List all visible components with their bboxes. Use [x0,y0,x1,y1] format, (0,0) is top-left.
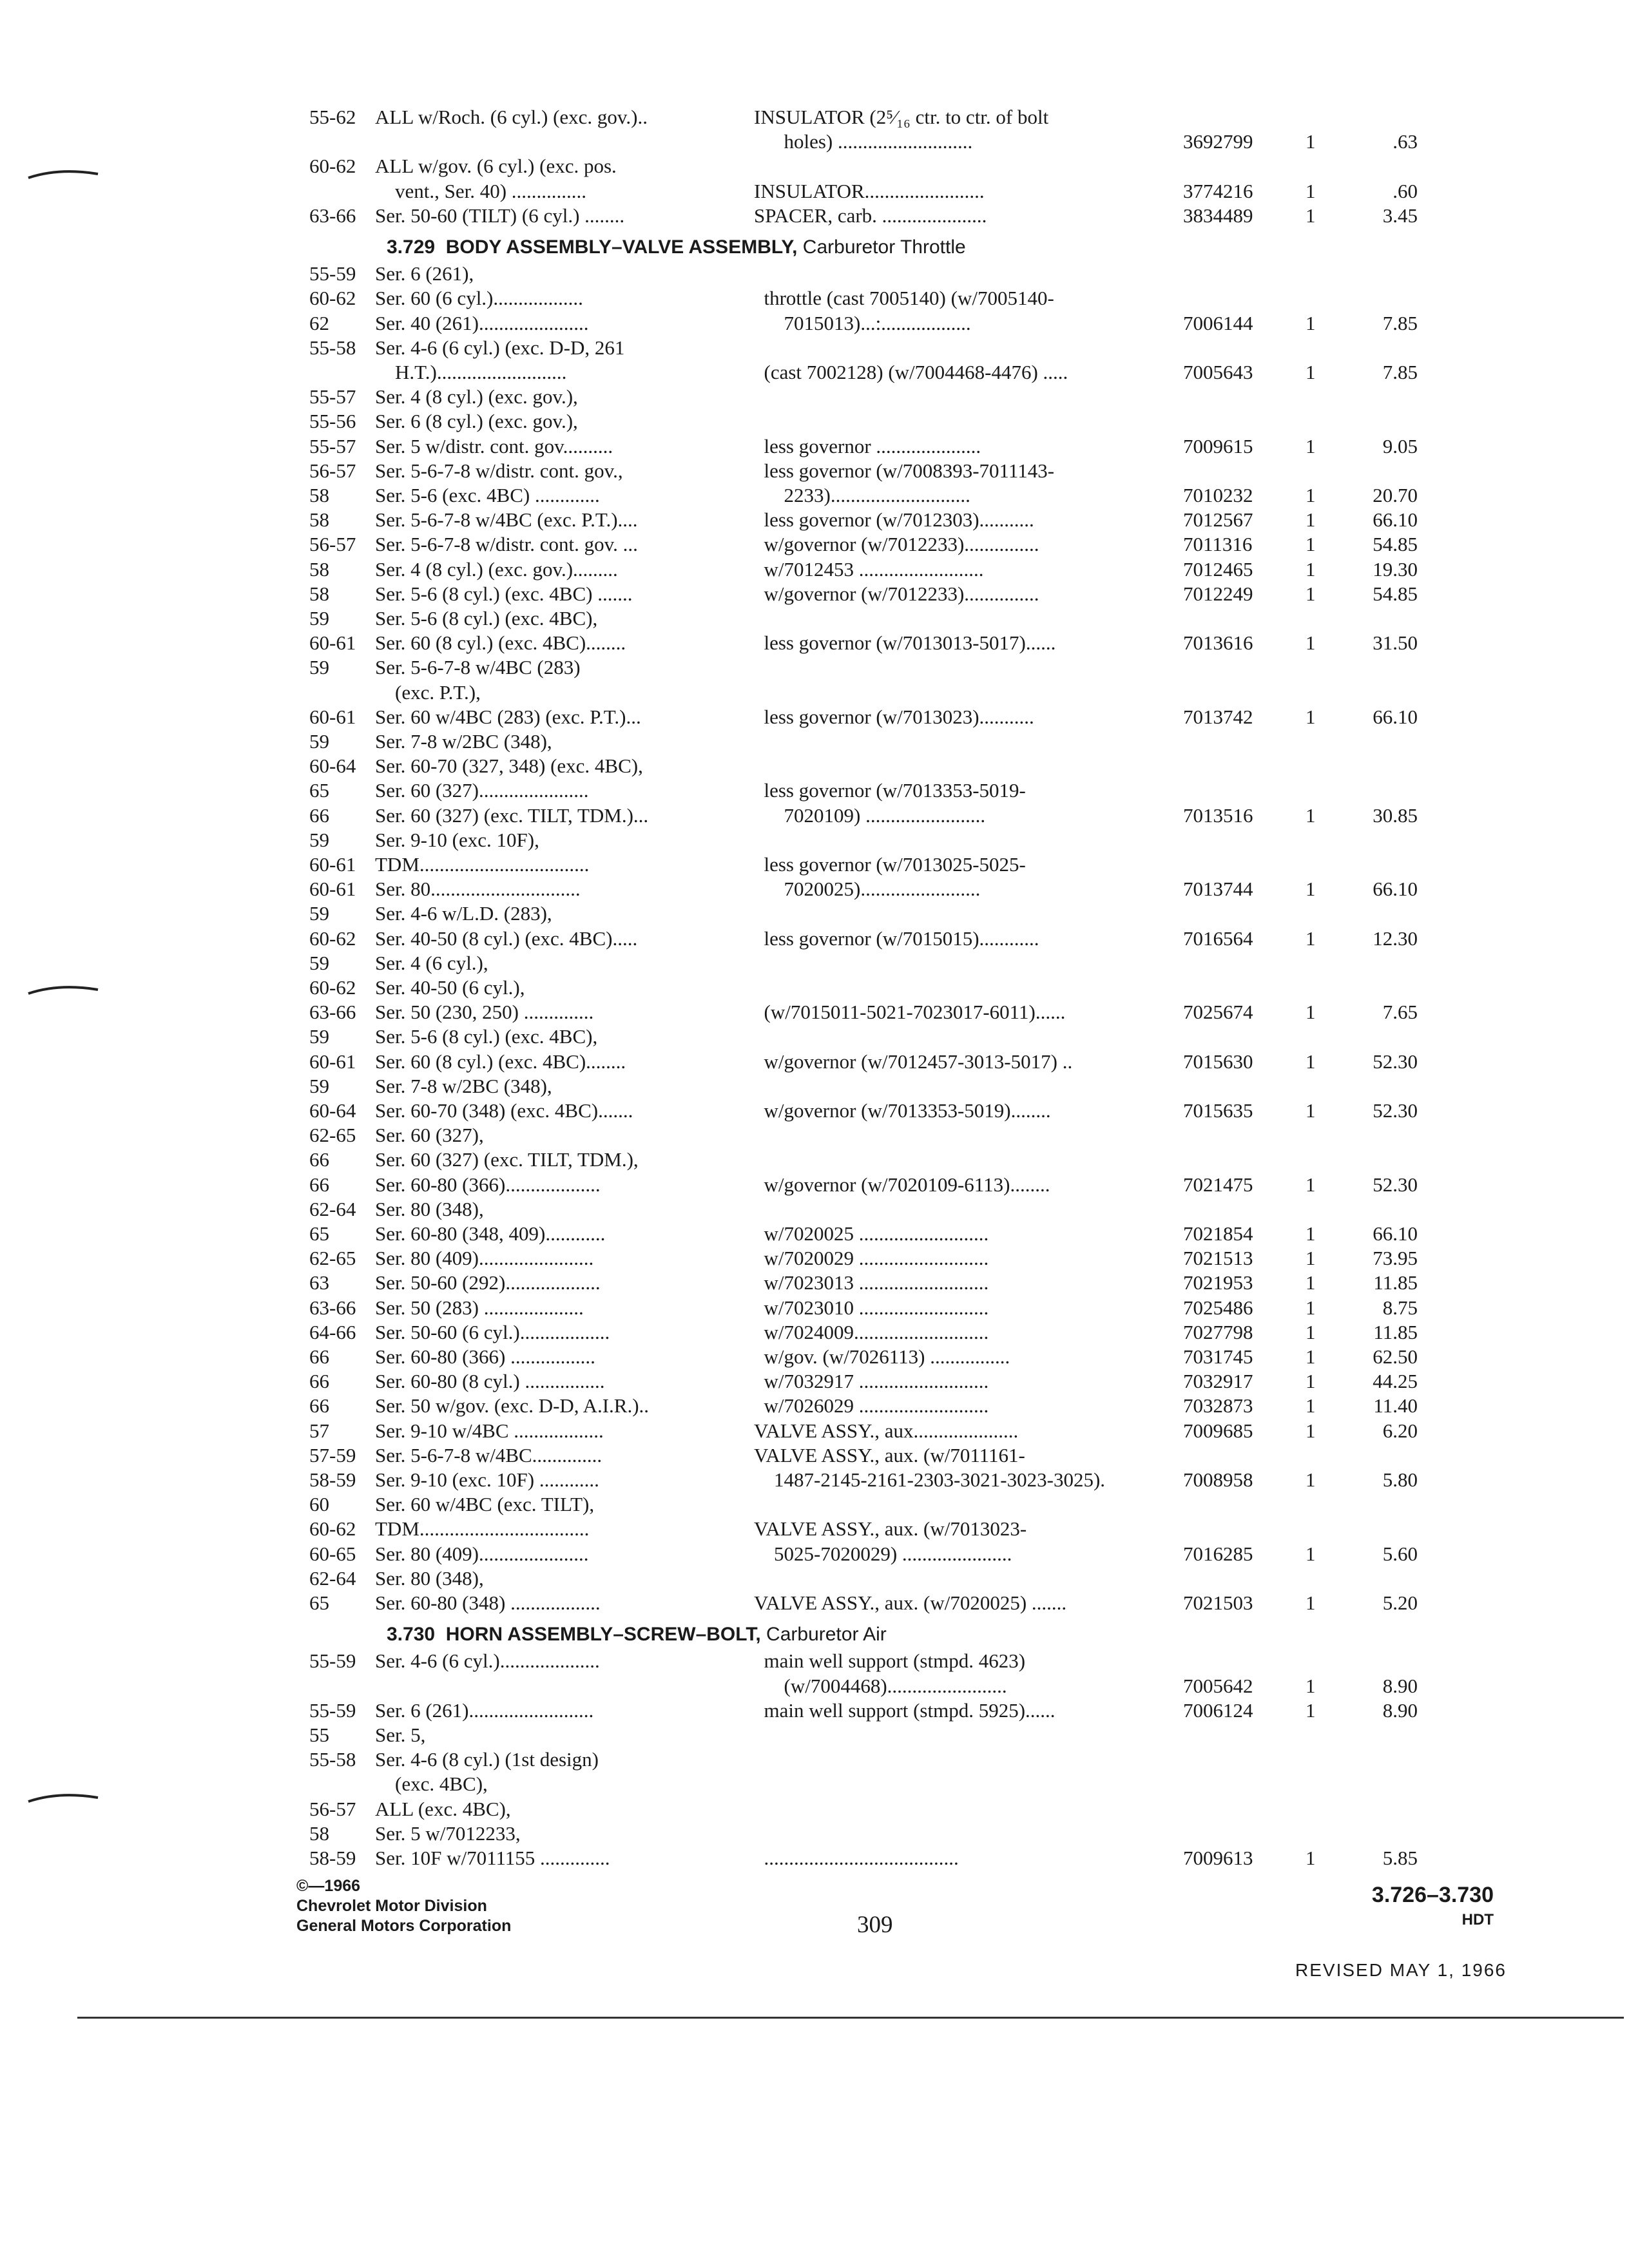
application: Ser. 9-10 w/4BC .................. [375,1419,604,1442]
quantity: 1 [1306,1050,1316,1073]
application: Ser. 4 (8 cyl.) (exc. gov.)......... [375,557,618,581]
price: 73.95 [1373,1247,1418,1270]
quantity: 1 [1306,1001,1316,1024]
part-number: 7031745 [1183,1345,1253,1368]
part-number: 3774216 [1183,179,1253,202]
year-range: 64-66 [309,1320,356,1343]
year-range: 66 [309,1148,329,1171]
part-number: 7009613 [1183,1847,1253,1869]
part-number: 7015630 [1183,1050,1253,1073]
year-range: 55-57 [309,434,356,457]
year-range: 60-62 [309,976,356,999]
quantity: 1 [1306,1296,1316,1319]
quantity: 1 [1306,1370,1316,1393]
application: Ser. 60-80 (8 cyl.) ................ [375,1370,605,1393]
year-range: 60-62 [309,287,356,310]
year-range: 59 [309,607,329,629]
application: Ser. 4 (6 cyl.), [375,951,488,974]
price: 52.30 [1373,1050,1418,1073]
part-number: 7013742 [1183,705,1253,728]
part-number: 7016564 [1183,927,1253,950]
price: 20.70 [1373,484,1418,506]
price: 5.60 [1382,1542,1418,1565]
part-number: 7005643 [1183,361,1253,383]
year-range: 63-66 [309,1296,356,1319]
description: VALVE ASSY., aux. (w/7013023- [754,1517,1027,1541]
year-range: 58 [309,1821,329,1845]
part-number: 7016285 [1183,1542,1253,1565]
description: main well support (stmpd. 4623) [754,1649,1026,1673]
part-number: 7008958 [1183,1468,1253,1491]
part-number: 7027798 [1183,1320,1253,1343]
description: w/7032917 .......................... [754,1370,989,1393]
application: Ser. 4-6 w/L.D. (283), [375,902,552,925]
application: Ser. 6 (261)......................... [375,1698,594,1722]
year-range: 62-65 [309,1124,356,1147]
year-range: 60-64 [309,1099,356,1122]
year-range: 58-59 [309,1847,356,1869]
application: ALL w/Roch. (6 cyl.) (exc. gov.).. [375,106,648,128]
price: 7.65 [1382,1001,1418,1024]
part-number: 7013616 [1183,631,1253,655]
description: VALVE ASSY., aux..................... [754,1419,1019,1442]
application: Ser. 5-6-7-8 w/4BC (283) [375,656,581,679]
description: (w/7015011-5021-7023017-6011)...... [754,1001,1066,1024]
description: w/gov. (w/7026113) ................ [754,1345,1010,1368]
part-number: 7006144 [1183,311,1253,334]
year-range: 57-59 [309,1443,356,1466]
year-range: 60-62 [309,155,356,178]
description: w/7026029 .......................... [754,1394,989,1418]
application: Ser. 5-6 (8 cyl.) (exc. 4BC), [375,607,598,629]
description: w/7012453 ......................... [754,557,984,581]
description: w/7020029 .......................... [754,1247,989,1270]
description: less governor (w/7013023)........... [754,705,1034,728]
price: 52.30 [1373,1099,1418,1122]
description: less governor (w/7012303)........... [754,508,1034,532]
part-number: 7010232 [1183,484,1253,506]
price: 8.90 [1382,1698,1418,1722]
description: (cast 7002128) (w/7004468-4476) ..... [754,361,1068,383]
catalog-code: HDT [1461,1911,1494,1928]
application: ALL w/gov. (6 cyl.) (exc. pos. [375,155,617,178]
application: Ser. 5-6 (8 cyl.) (exc. 4BC) ....... [375,582,633,605]
part-number: 7032873 [1183,1394,1253,1418]
catalog-row [0,1589,1629,1617]
price: 11.40 [1373,1394,1418,1418]
year-range: 65 [309,1222,329,1245]
description: w/7020025 .......................... [754,1222,989,1245]
application: Ser. 7-8 w/2BC (348), [375,1074,552,1097]
year-range: 59 [309,1074,329,1097]
application: Ser. 60-80 (366) ................. [375,1345,595,1368]
year-range: 60-61 [309,705,356,728]
price: 8.75 [1382,1296,1418,1319]
quantity: 1 [1306,582,1316,605]
part-number: 7012249 [1183,582,1253,605]
division: Chevrolet Motor Division [296,1897,487,1915]
application: Ser. 80 (348), [375,1566,484,1590]
application: Ser. 60 w/4BC (283) (exc. P.T.)... [375,705,641,728]
application: Ser. 50-60 (6 cyl.).................. [375,1320,610,1343]
quantity: 1 [1306,204,1316,227]
price: 11.85 [1373,1271,1418,1294]
year-range: 56-57 [309,459,356,482]
description: 1487-2145-2161-2303-3021-3023-3025). [754,1468,1106,1491]
year-range: 65 [309,779,329,802]
year-range: 60-61 [309,878,356,901]
price: 30.85 [1373,803,1418,827]
year-range: 62 [309,311,329,334]
price: 66.10 [1373,1222,1418,1245]
application: Ser. 50 (283) .................... [375,1296,584,1319]
bottom-rule [77,2017,1624,2019]
quantity: 1 [1306,1247,1316,1270]
year-range: 60-65 [309,1542,356,1565]
year-range: 58 [309,557,329,581]
description: w/7023010 .......................... [754,1296,989,1319]
year-range: 60-61 [309,1050,356,1073]
year-range: 66 [309,1394,329,1418]
quantity: 1 [1306,1173,1316,1196]
quantity: 1 [1306,927,1316,950]
catalog-row [0,202,1629,230]
description: w/7023013 .......................... [754,1271,989,1294]
quantity: 1 [1306,361,1316,383]
year-range: 62-65 [309,1247,356,1270]
application: Ser. 5 w/7012233, [375,1821,521,1845]
description: VALVE ASSY., aux. (w/7011161- [754,1443,1025,1466]
description: w/governor (w/7020109-6113)........ [754,1173,1050,1196]
application: Ser. 50 (230, 250) .............. [375,1001,594,1024]
application: Ser. 9-10 (exc. 10F) ............ [375,1468,599,1491]
quantity: 1 [1306,1222,1316,1245]
section-heading [387,1624,887,1646]
year-range: 55-59 [309,1649,356,1673]
quantity: 1 [1306,1419,1316,1442]
part-number: 7021513 [1183,1247,1253,1270]
quantity: 1 [1306,1468,1316,1491]
price: 31.50 [1373,631,1418,655]
application: (exc. P.T.), [375,680,481,704]
revision-date: REVISED MAY 1, 1966 [1295,1960,1507,1980]
quantity: 1 [1306,508,1316,532]
price: 54.85 [1373,533,1418,556]
year-range: 59 [309,951,329,974]
part-number: 7012465 [1183,557,1253,581]
year-range: 58 [309,582,329,605]
section-title: HORN ASSEMBLY–SCREW–BOLT, [445,1624,767,1646]
quantity: 1 [1306,1345,1316,1368]
application: Ser. 5-6 (exc. 4BC) ............. [375,484,600,506]
year-range: 59 [309,730,329,753]
quantity: 1 [1306,484,1316,506]
section-range: 3.726–3.730 [1371,1883,1494,1907]
section-number: 3.729 [387,236,446,258]
application: Ser. 40-50 (8 cyl.) (exc. 4BC)..... [375,927,638,950]
quantity: 1 [1306,557,1316,581]
application: Ser. 60-80 (348, 409)............ [375,1222,606,1245]
price: 9.05 [1382,434,1418,457]
page-number: 309 [857,1912,893,1938]
year-range: 62-64 [309,1566,356,1590]
quantity: 1 [1306,1320,1316,1343]
description: less governor (w/7013025-5025- [754,853,1026,876]
price: 54.85 [1373,582,1418,605]
application: Ser. 60-80 (366)................... [375,1173,601,1196]
application: Ser. 6 (261), [375,262,474,285]
application: Ser. 60 (8 cyl.) (exc. 4BC)........ [375,631,626,655]
price: 6.20 [1382,1419,1418,1442]
year-range: 55-58 [309,1748,356,1771]
year-range: 66 [309,1345,329,1368]
application: Ser. 60-80 (348) .................. [375,1591,601,1614]
quantity: 1 [1306,434,1316,457]
price: 11.85 [1373,1320,1418,1343]
part-number: 7032917 [1183,1370,1253,1393]
year-range: 62-64 [309,1197,356,1220]
application: Ser. 50-60 (292)................... [375,1271,601,1294]
description: 7015013)...:.................. [754,311,971,334]
description: w/7024009........................... [754,1320,989,1343]
quantity: 1 [1306,311,1316,334]
year-range: 56-57 [309,1797,356,1820]
description: less governor ..................... [754,434,981,457]
price: 44.25 [1373,1370,1418,1393]
price: 12.30 [1373,927,1418,950]
quantity: 1 [1306,130,1316,153]
application: Ser. 50-60 (TILT) (6 cyl.) ........ [375,204,625,227]
application: Ser. 60 (327) (exc. TILT, TDM.), [375,1148,639,1171]
quantity: 1 [1306,705,1316,728]
year-range: 59 [309,828,329,851]
description: INSULATOR........................ [754,179,985,202]
application: Ser. 4-6 (6 cyl.).................... [375,1649,600,1673]
quantity: 1 [1306,1847,1316,1869]
application: Ser. 5 w/distr. cont. gov.......... [375,434,613,457]
price: 19.30 [1373,557,1418,581]
price: 62.50 [1373,1345,1418,1368]
application: Ser. 40 (261)...................... [375,311,589,334]
quantity: 1 [1306,1698,1316,1722]
price: 66.10 [1373,705,1418,728]
section-number: 3.730 [387,1624,446,1646]
application: Ser. 4-6 (6 cyl.) (exc. D-D, 261 [375,336,625,359]
application: Ser. 80 (409)....................... [375,1247,594,1270]
section-heading [387,236,966,258]
description: 2233)............................ [754,484,970,506]
price: 5.20 [1382,1591,1418,1614]
description: SPACER, carb. ..................... [754,204,987,227]
description: w/governor (w/7012457-3013-5017) .. [754,1050,1073,1073]
year-range: 60-61 [309,631,356,655]
price: 3.45 [1382,204,1418,227]
price: 5.80 [1382,1468,1418,1491]
year-range: 58 [309,484,329,506]
price: 8.90 [1382,1674,1418,1697]
part-number: 7021503 [1183,1591,1253,1614]
description: less governor (w/7015015)............ [754,927,1039,950]
application: Ser. 60 (327), [375,1124,484,1147]
part-number: 3834489 [1183,204,1253,227]
description: holes) ........................... [754,130,973,153]
year-range: 55-58 [309,336,356,359]
part-number: 7009615 [1183,434,1253,457]
year-range: 55-62 [309,106,356,128]
year-range: 57 [309,1419,329,1442]
year-range: 60-62 [309,1517,356,1541]
year-range: 59 [309,656,329,679]
application: H.T.).......................... [375,361,567,383]
description: main well support (stmpd. 5925)...... [754,1698,1055,1722]
application: Ser. 7-8 w/2BC (348), [375,730,552,753]
quantity: 1 [1306,533,1316,556]
description: w/governor (w/7012233)............... [754,533,1039,556]
description: less governor (w/7013013-5017)...... [754,631,1056,655]
part-number: 7005642 [1183,1674,1253,1697]
price: 7.85 [1382,311,1418,334]
description: w/governor (w/7012233)............... [754,582,1039,605]
year-range: 63-66 [309,204,356,227]
description: 7020109) ........................ [754,803,986,827]
description: ....................................... [754,1847,959,1869]
quantity: 1 [1306,878,1316,901]
year-range: 55-57 [309,385,356,408]
year-range: 66 [309,1370,329,1393]
price: 5.85 [1382,1847,1418,1869]
year-range: 59 [309,1025,329,1048]
price: 52.30 [1373,1173,1418,1196]
year-range: 58-59 [309,1468,356,1491]
year-range: 66 [309,803,329,827]
year-range: 58 [309,508,329,532]
year-range: 63 [309,1271,329,1294]
section-subtitle: Carburetor Air [766,1624,887,1646]
quantity: 1 [1306,1542,1316,1565]
application: Ser. 9-10 (exc. 10F), [375,828,539,851]
application: TDM.................................. [375,1517,590,1541]
year-range: 63-66 [309,1001,356,1024]
description: INSULATOR (2⁵⁄₁₆ ctr. to ctr. of bolt [754,106,1049,128]
application: Ser. 60 w/4BC (exc. TILT), [375,1493,595,1516]
price: .63 [1393,130,1418,153]
year-range: 55-59 [309,262,356,285]
description: 7020025)........................ [754,878,981,901]
copyright: ©—1966 [296,1877,361,1895]
application: Ser. 5-6-7-8 w/distr. cont. gov., [375,459,623,482]
quantity: 1 [1306,1591,1316,1614]
year-range: 59 [309,902,329,925]
quantity: 1 [1306,803,1316,827]
year-range: 65 [309,1591,329,1614]
application: Ser. 5-6-7-8 w/distr. cont. gov. ... [375,533,638,556]
year-range: 60-61 [309,853,356,876]
year-range: 55 [309,1724,329,1746]
application: Ser. 60 (327) (exc. TILT, TDM.)... [375,803,649,827]
part-number: 7021854 [1183,1222,1253,1245]
application: Ser. 60-70 (348) (exc. 4BC)....... [375,1099,633,1122]
quantity: 1 [1306,1271,1316,1294]
part-number: 7021953 [1183,1271,1253,1294]
part-number: 3692799 [1183,130,1253,153]
description: less governor (w/7008393-7011143- [754,459,1055,482]
application: Ser. 60-70 (327, 348) (exc. 4BC), [375,754,643,778]
application: Ser. 60 (6 cyl.).................. [375,287,583,310]
application: Ser. 4-6 (8 cyl.) (1st design) [375,1748,599,1771]
quantity: 1 [1306,631,1316,655]
part-number: 7021475 [1183,1173,1253,1196]
application: TDM.................................. [375,853,590,876]
application: Ser. 6 (8 cyl.) (exc. gov.), [375,410,578,433]
quantity: 1 [1306,1099,1316,1122]
year-range: 60 [309,1493,329,1516]
publisher-block [296,1876,511,1936]
application: (exc. 4BC), [375,1773,488,1796]
price: 66.10 [1373,878,1418,901]
application: Ser. 60 (327)...................... [375,779,589,802]
description: w/governor (w/7013353-5019)........ [754,1099,1051,1122]
application: Ser. 40-50 (6 cyl.), [375,976,525,999]
quantity: 1 [1306,1674,1316,1697]
part-number: 7013516 [1183,803,1253,827]
application: Ser. 5-6-7-8 w/4BC.............. [375,1443,602,1466]
description: throttle (cast 7005140) (w/7005140- [754,287,1054,310]
year-range: 66 [309,1173,329,1196]
description: 5025-7020029) ...................... [754,1542,1012,1565]
year-range: 56-57 [309,533,356,556]
application: Ser. 5, [375,1724,426,1746]
catalog-row [0,1844,1629,1872]
part-number: 7006124 [1183,1698,1253,1722]
quantity: 1 [1306,179,1316,202]
price: 7.85 [1382,361,1418,383]
corporation: General Motors Corporation [296,1917,512,1935]
application: Ser. 50 w/gov. (exc. D-D, A.I.R.).. [375,1394,650,1418]
description: less governor (w/7013353-5019- [754,779,1026,802]
part-number: 7025674 [1183,1001,1253,1024]
description: VALVE ASSY., aux. (w/7020025) ....... [754,1591,1067,1614]
part-number: 7012567 [1183,508,1253,532]
year-range: 60-64 [309,754,356,778]
application: Ser. 80 (409)...................... [375,1542,589,1565]
description: (w/7004468)........................ [754,1674,1007,1697]
part-number: 7011316 [1183,533,1253,556]
price: 66.10 [1373,508,1418,532]
year-range: 55-56 [309,410,356,433]
application: Ser. 5-6 (8 cyl.) (exc. 4BC), [375,1025,598,1048]
part-number: 7009685 [1183,1419,1253,1442]
part-number: 7025486 [1183,1296,1253,1319]
section-title: BODY ASSEMBLY–VALVE ASSEMBLY, [445,236,803,258]
year-range: 60-62 [309,927,356,950]
application: vent., Ser. 40) ............... [375,179,587,202]
year-range: 55-59 [309,1698,356,1722]
part-number: 7013744 [1183,878,1253,901]
quantity: 1 [1306,1394,1316,1418]
part-number: 7015635 [1183,1099,1253,1122]
application: Ser. 60 (8 cyl.) (exc. 4BC)........ [375,1050,626,1073]
application: Ser. 5-6-7-8 w/4BC (exc. P.T.).... [375,508,638,532]
application: Ser. 80.............................. [375,878,581,901]
application: Ser. 4 (8 cyl.) (exc. gov.), [375,385,578,408]
application: Ser. 10F w/7011155 .............. [375,1847,610,1869]
application: Ser. 80 (348), [375,1197,484,1220]
application: ALL (exc. 4BC), [375,1797,511,1820]
price: .60 [1393,179,1418,202]
section-subtitle: Carburetor Throttle [802,236,966,258]
